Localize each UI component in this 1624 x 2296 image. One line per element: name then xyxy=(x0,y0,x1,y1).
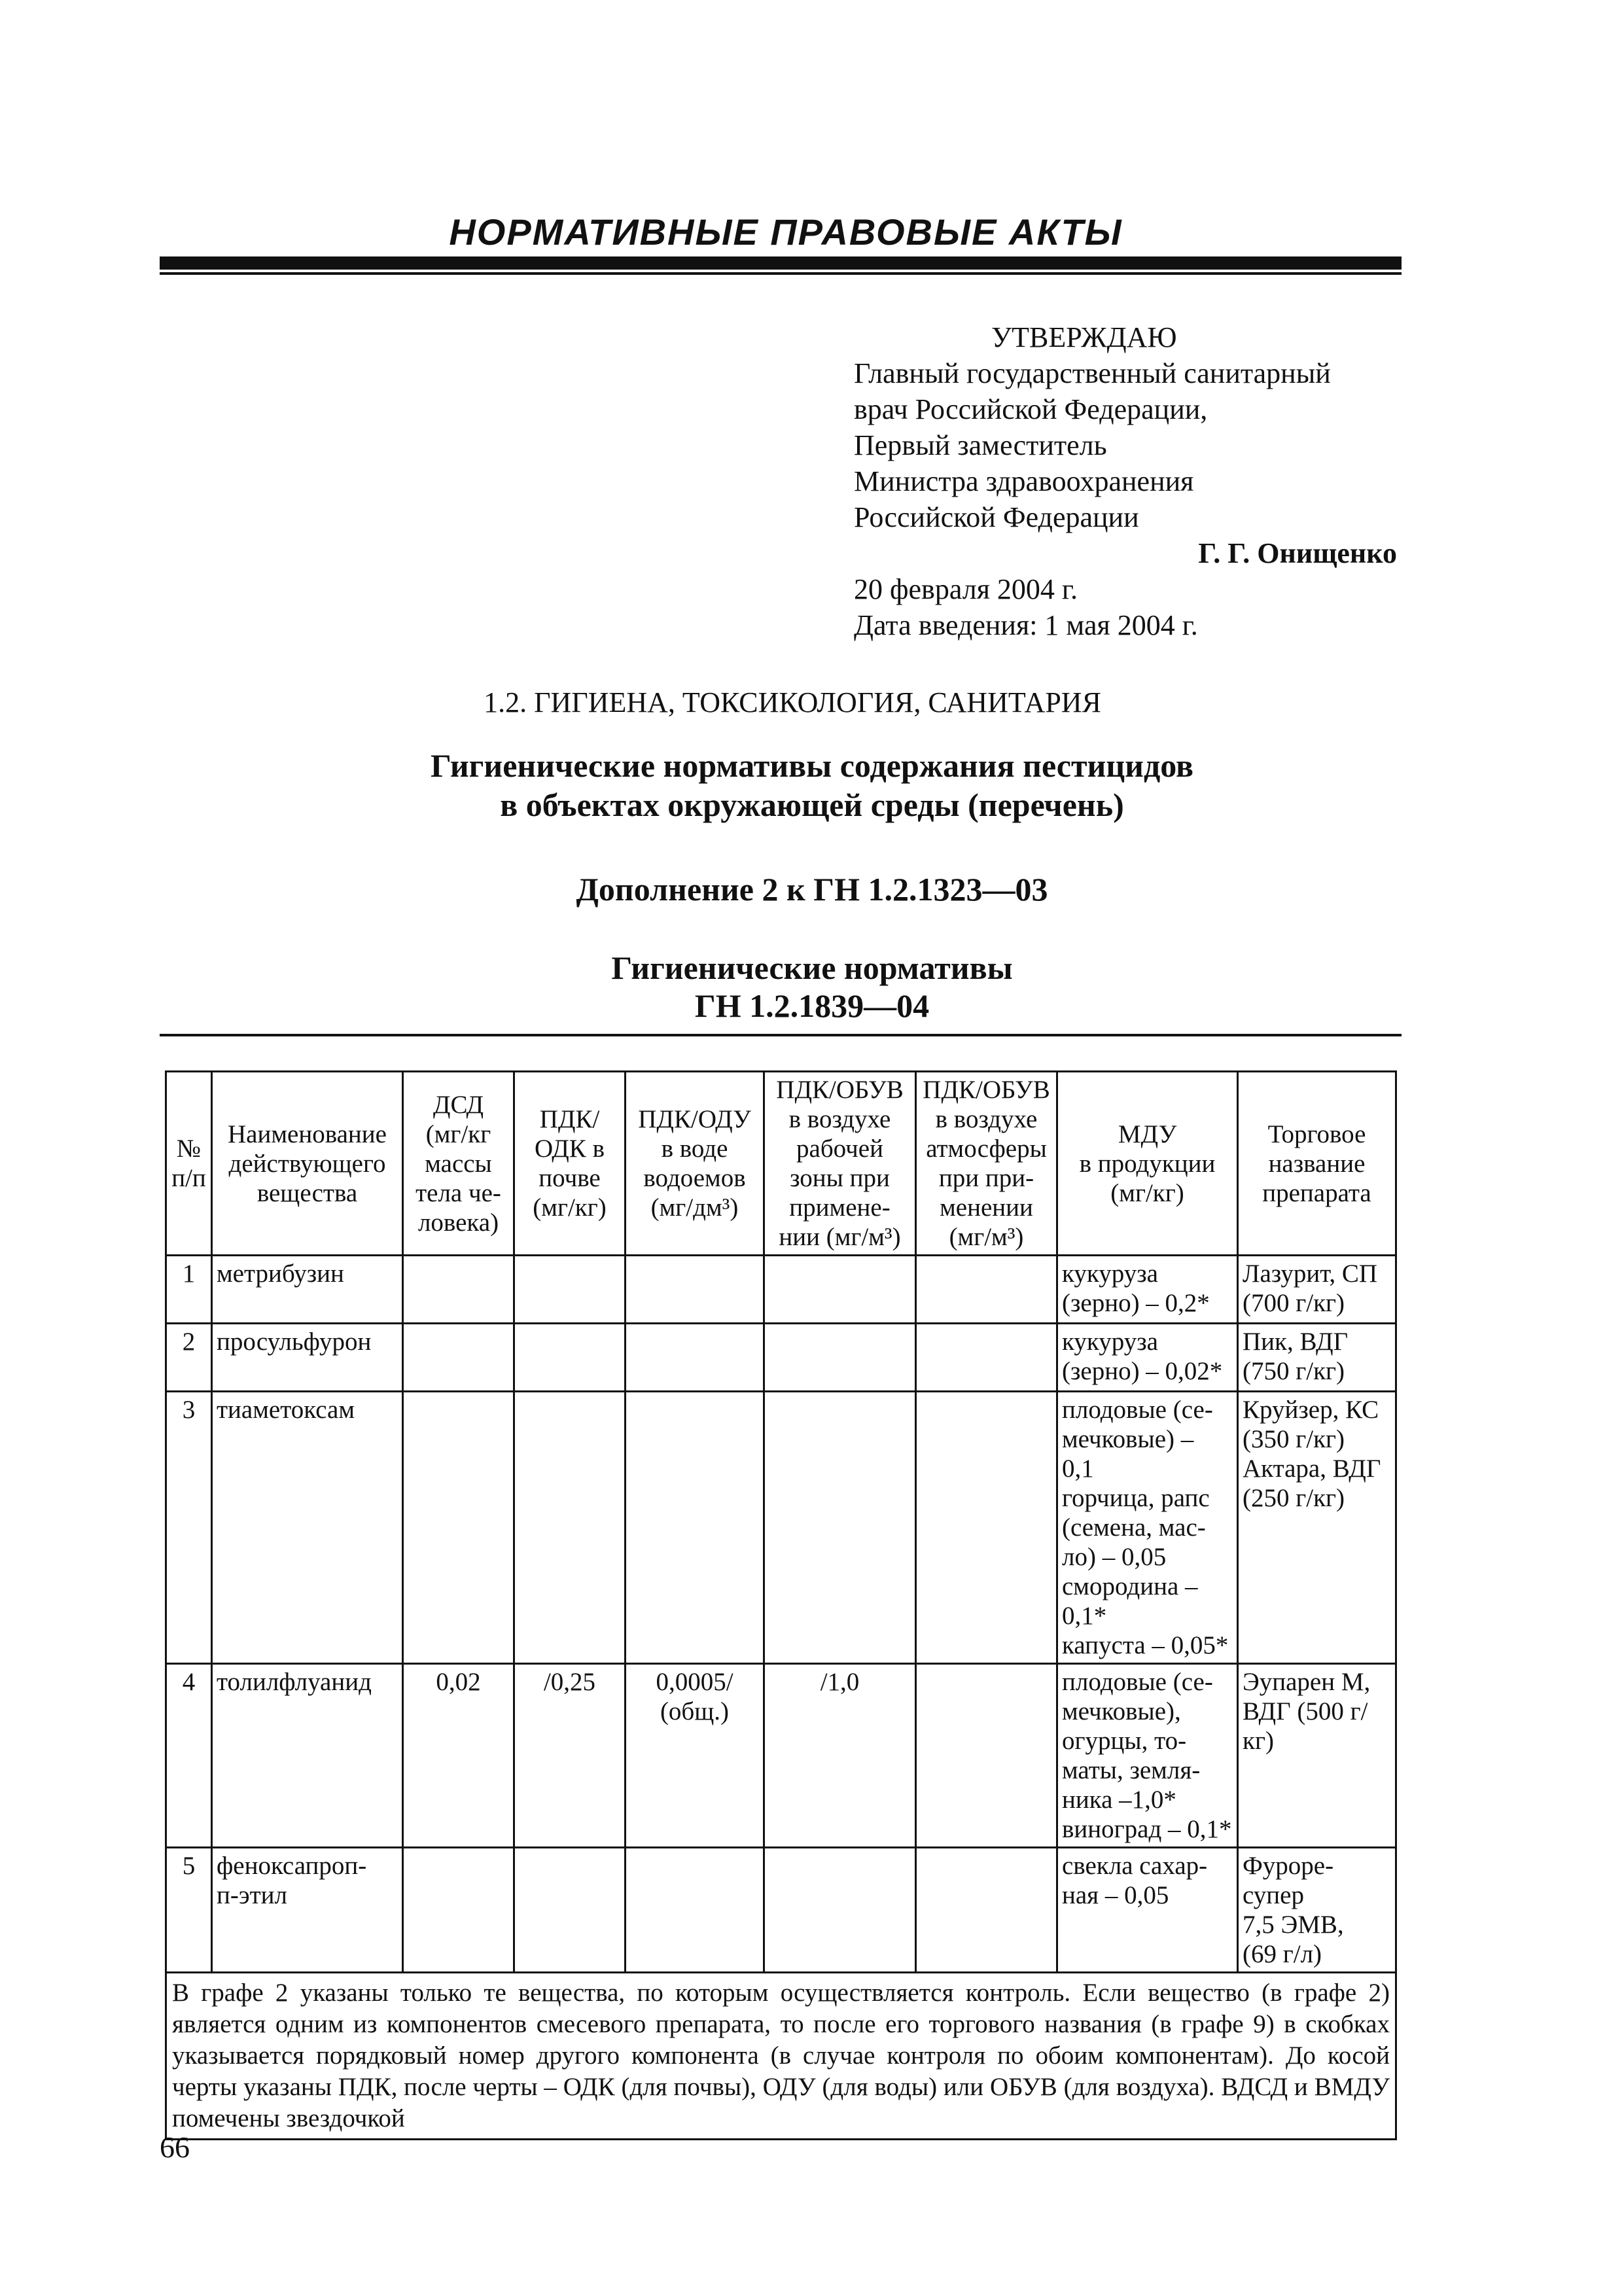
cell-substance: толилфлуанид xyxy=(212,1664,403,1848)
cell-trade-name: Круйзер, КС (350 г/кг) Актара, ВДГ (250 г/кг) xyxy=(1238,1392,1396,1664)
document-title-line: в объектах окружающей среды (перечень) xyxy=(500,786,1124,823)
cell-soil xyxy=(514,1256,626,1324)
cell-water xyxy=(626,1848,764,1973)
norms-title xyxy=(0,949,1624,1025)
cell-mdu: плодовые (се- мечковые) – 0,1 горчица, рапс (семена, мас- ло) – 0,05 смородина – 0,1* капуста – 0,05* xyxy=(1057,1392,1238,1664)
table-row xyxy=(166,1392,1396,1664)
cell-dsd: 0,02 xyxy=(403,1664,514,1848)
approval-head: УТВЕРЖДАЮ xyxy=(991,321,1177,353)
column-header-soil: ПДК/ ОДК в почве (мг/кг) xyxy=(514,1072,626,1256)
cell-atmosphere xyxy=(916,1848,1057,1973)
approval-block xyxy=(854,319,1397,643)
column-header-mdu: МДУ в продукции (мг/кг) xyxy=(1057,1072,1238,1256)
cell-number: 3 xyxy=(166,1392,212,1664)
approval-line: врач Российской Федерации, xyxy=(854,393,1208,425)
column-header-substance: Наименование действующего вещества xyxy=(212,1072,403,1256)
cell-number: 4 xyxy=(166,1664,212,1848)
norms-title-line: Гигиенические нормативы xyxy=(611,949,1013,986)
cell-water xyxy=(626,1324,764,1392)
cell-dsd xyxy=(403,1392,514,1664)
cell-trade-name: Лазурит, СП (700 г/кг) xyxy=(1238,1256,1396,1324)
column-header-atmosphere: ПДК/ОБУВ в воздухе атмосферы при при- менении (мг/м³) xyxy=(916,1072,1057,1256)
cell-dsd xyxy=(403,1324,514,1392)
table-row xyxy=(166,1324,1396,1392)
cell-trade-name: Эупарен М, ВДГ (500 г/кг) xyxy=(1238,1664,1396,1848)
cell-number: 5 xyxy=(166,1848,212,1973)
cell-workplace-air xyxy=(764,1848,916,1973)
approval-line: Российской Федерации xyxy=(854,501,1139,533)
table-note: В графе 2 указаны только те вещества, по которым осуществляется контроль. Если вещество (в графе 2) является одним из компонентов смесевого препарата, то после его торгового названия (в графе 9) в скобках указывается порядковый номер другого компонента (в случае контроля по обоим компонентам). До косой черты указаны ПДК, после черты – ОДК (для почвы), ОДУ (для воды) или ОБУВ (для воздуха). ВДСД и ВМДУ помечены звездочкой xyxy=(166,1973,1396,2140)
table-row xyxy=(166,1256,1396,1324)
approval-effective-date: Дата введения: 1 мая 2004 г. xyxy=(854,609,1198,641)
approval-signer: Г. Г. Онищенко xyxy=(1198,537,1397,569)
table-header-row xyxy=(166,1072,1396,1256)
header-rule-thin xyxy=(160,272,1402,275)
cell-substance: просульфурон xyxy=(212,1324,403,1392)
column-header-number: № п/п xyxy=(166,1072,212,1256)
cell-substance: тиаметоксам xyxy=(212,1392,403,1664)
cell-soil: /0,25 xyxy=(514,1664,626,1848)
cell-dsd xyxy=(403,1848,514,1973)
cell-mdu: кукуруза (зерно) – 0,02* xyxy=(1057,1324,1238,1392)
cell-mdu: кукуруза (зерно) – 0,2* xyxy=(1057,1256,1238,1324)
document-title xyxy=(0,746,1624,824)
cell-substance: феноксапроп- п-этил xyxy=(212,1848,403,1973)
cell-soil xyxy=(514,1848,626,1973)
cell-water xyxy=(626,1256,764,1324)
cell-water: 0,0005/ (общ.) xyxy=(626,1664,764,1848)
cell-mdu: свекла сахар- ная – 0,05 xyxy=(1057,1848,1238,1973)
cell-atmosphere xyxy=(916,1324,1057,1392)
cell-trade-name: Пик, ВДГ (750 г/кг) xyxy=(1238,1324,1396,1392)
title-rule xyxy=(160,1034,1402,1036)
approval-line: Первый заместитель xyxy=(854,429,1107,461)
table-row xyxy=(166,1664,1396,1848)
header-rule xyxy=(160,256,1402,270)
cell-workplace-air xyxy=(764,1256,916,1324)
approval-line: Главный государственный санитарный xyxy=(854,357,1331,389)
cell-dsd xyxy=(403,1256,514,1324)
section-heading: 1.2. ГИГИЕНА, ТОКСИКОЛОГИЯ, САНИТАРИЯ xyxy=(484,686,1101,718)
cell-substance: метрибузин xyxy=(212,1256,403,1324)
cell-workplace-air xyxy=(764,1324,916,1392)
supplement-title: Дополнение 2 к ГН 1.2.1323—03 xyxy=(576,871,1048,908)
cell-mdu: плодовые (се- мечковые), огурцы, то- маты, земля- ника –1,0* виноград – 0,1* xyxy=(1057,1664,1238,1848)
pesticide-norms-table xyxy=(165,1070,1397,2140)
approval-date: 20 февраля 2004 г. xyxy=(854,573,1078,605)
column-header-water: ПДК/ОДУ в воде водоемов (мг/дм³) xyxy=(626,1072,764,1256)
cell-number: 1 xyxy=(166,1256,212,1324)
page-number: 66 xyxy=(160,2130,190,2164)
cell-trade-name: Фуроре-супер 7,5 ЭМВ, (69 г/л) xyxy=(1238,1848,1396,1973)
cell-soil xyxy=(514,1392,626,1664)
approval-line: Министра здравоохранения xyxy=(854,465,1194,497)
cell-soil xyxy=(514,1324,626,1392)
document-title-line: Гигиенические нормативы содержания пестицидов xyxy=(430,747,1194,784)
column-header-workplace-air: ПДК/ОБУВ в воздухе рабочей зоны при примене- нии (мг/м³) xyxy=(764,1072,916,1256)
cell-workplace-air: /1,0 xyxy=(764,1664,916,1848)
column-header-trade-name: Торговое название препарата xyxy=(1238,1072,1396,1256)
cell-workplace-air xyxy=(764,1392,916,1664)
cell-atmosphere xyxy=(916,1392,1057,1664)
cell-number: 2 xyxy=(166,1324,212,1392)
section-header-title: НОРМАТИВНЫЕ ПРАВОВЫЕ АКТЫ xyxy=(449,211,1123,253)
cell-water xyxy=(626,1392,764,1664)
column-header-dsd: ДСД (мг/кг массы тела че- ловека) xyxy=(403,1072,514,1256)
cell-atmosphere xyxy=(916,1256,1057,1324)
cell-atmosphere xyxy=(916,1664,1057,1848)
norms-code: ГН 1.2.1839—04 xyxy=(694,987,930,1024)
table-row xyxy=(166,1848,1396,1973)
table-note-row xyxy=(166,1973,1396,2140)
